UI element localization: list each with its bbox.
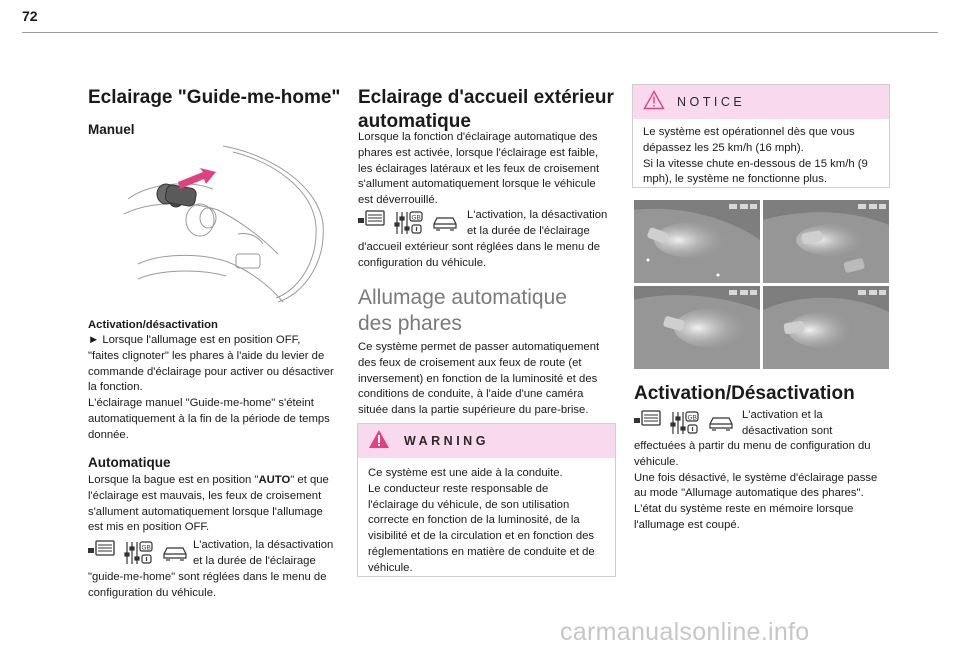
scenario-panel: [763, 286, 889, 369]
text-line: conditions de conduite, à l'aide d'une caméra: [358, 388, 584, 401]
text-line: véhicule.: [368, 561, 413, 574]
text-line: "guide-me-home" sont réglées dans le menu de: [88, 571, 327, 583]
text-line: est mis en position OFF.: [88, 521, 210, 534]
text-line: les éclairages latéraux et les feux de croisement: [358, 162, 600, 175]
text-line: automatiquement à la fin de la période de temps: [88, 412, 330, 425]
warning-body: [358, 458, 615, 585]
touchscreen-icon: [634, 411, 660, 425]
text-line: "faites clignoter" les phares à l'aide du levier de: [88, 349, 325, 362]
text-line: au mode "Allumage automatique des phares".: [634, 487, 864, 500]
auto-headlamps-text: [358, 340, 620, 419]
text-line: est déverrouillé.: [358, 194, 438, 207]
after-icon-text: [88, 570, 358, 602]
watermark: carmanualsonline.info: [560, 618, 810, 646]
text-line: la fonction.: [88, 381, 143, 394]
lighting-stalk-illustration: [118, 144, 342, 304]
warning-triangle-icon: [368, 429, 390, 454]
text-line: L'état du système reste en mémoire lorsque: [634, 503, 854, 516]
welcome-lighting-title: [358, 86, 628, 134]
auto-line-post: " et que: [290, 474, 329, 486]
header-rule: [22, 32, 938, 33]
guide-me-home-title: Eclairage "Guide-me-home": [88, 87, 341, 108]
auto-heading: Automatique: [88, 455, 171, 470]
text-line: commande d'éclairage pour activer ou désactiver: [88, 365, 334, 378]
text-line: d'accueil extérieur sont réglées dans le menu de: [358, 241, 601, 253]
title-line: Allumage automatique: [358, 286, 567, 309]
svg-text:GB: GB: [687, 414, 697, 422]
page-number: 72: [22, 8, 38, 24]
text-line: l'allumage est coupé.: [634, 518, 740, 531]
text-line: L'activation, la désactivation: [193, 539, 334, 551]
text-line: Le conducteur reste responsable de: [368, 482, 549, 495]
svg-text:GB: GB: [141, 544, 151, 552]
activation-text: [88, 333, 358, 444]
car-icon: [164, 548, 186, 560]
auto-keyword: AUTO: [258, 474, 291, 486]
text-line: phares est activée, lorsque l'éclairage est faible,: [358, 146, 599, 159]
text-line: configuration du véhicule.: [358, 256, 487, 269]
warning-box: [357, 423, 616, 577]
icon-text: [193, 538, 353, 570]
text-line: L'éclairage manuel "Guide-me-home" s'éteint: [88, 397, 314, 410]
text-line: Ce système permet de passer automatiquement: [358, 341, 600, 353]
touchscreen-icon: [358, 211, 384, 225]
vehicle-settings-icon: [671, 412, 698, 434]
text-line: Une fois désactivé, le système d'éclairage passe: [634, 471, 878, 484]
notice-title: NOTICE: [677, 95, 746, 109]
text-line: véhicule.: [634, 455, 679, 468]
auto-headlamps-title: [358, 285, 620, 337]
warning-header: [358, 424, 615, 458]
text-line: et la durée de l'éclairage: [467, 224, 590, 237]
text-line: réglementations en matière de conduite et de: [368, 545, 595, 558]
text-line: Le système est opérationnel dès que vous: [643, 126, 855, 138]
text-line: des feux de croisement aux feux de route (et: [358, 356, 582, 369]
auto-text: [88, 473, 358, 536]
text-line: configuration du véhicule.: [88, 586, 217, 599]
notice-header: [633, 85, 889, 119]
welcome-intro: [358, 130, 620, 209]
text-line: Si la vitesse chute en-dessous de 15 km/h (9: [643, 157, 868, 170]
scenario-panel: [763, 200, 889, 283]
text-line: correcte en fonction de la luminosité, de la: [368, 514, 580, 527]
icon-text: [742, 408, 892, 440]
after-icon-text: [358, 240, 620, 272]
car-icon: [710, 418, 732, 430]
activation-heading: Activation/désactivation: [88, 319, 218, 331]
scenario-panel: [634, 200, 760, 283]
vehicle-settings-icon: [395, 212, 422, 234]
notice-triangle-icon: [643, 90, 665, 115]
text-line: et la durée de l'éclairage: [193, 554, 316, 567]
text-line: Ce système est une aide à la conduite.: [368, 467, 563, 479]
text-line: s'allument automatiquement lorsque le véhicule: [358, 178, 596, 191]
text-line: mph), le système ne fonctionne plus.: [643, 173, 827, 186]
text-line: donnée.: [88, 428, 129, 441]
text-line: inversement) en fonction de la luminosité et des: [358, 372, 598, 385]
svg-text:GB: GB: [411, 214, 421, 222]
text-line: dépassez les 25 km/h (16 mph).: [643, 141, 804, 154]
title-line: automatique: [358, 111, 471, 132]
headlamp-scenarios-illustration: [634, 200, 889, 369]
icon-text: [467, 208, 627, 240]
auto-line-first: [88, 473, 358, 489]
text-line: Lorsque la fonction d'éclairage automatique des: [358, 131, 598, 143]
warning-title: WARNING: [404, 434, 489, 448]
title-line: des phares: [358, 312, 462, 335]
after-icon-text: [634, 439, 896, 534]
scenario-panel: [634, 286, 760, 369]
text-line: désactivation sont: [742, 424, 833, 437]
title-line: Eclairage d'accueil extérieur: [358, 87, 614, 108]
car-icon: [434, 218, 456, 230]
notice-box: [632, 84, 890, 188]
text-line: ► Lorsque l'allumage est en position OFF,: [88, 334, 301, 346]
vehicle-settings-icon: [125, 542, 152, 564]
manual-heading: Manuel: [88, 122, 135, 137]
activation-desactivation-title: Activation/Désactivation: [634, 383, 855, 404]
text-line: l'éclairage est mauvais, les feux de croisement: [88, 489, 322, 502]
text-line: effectuées à partir du menu de configuration du: [634, 440, 871, 452]
text-line: l'éclairage du véhicule, de son utilisation: [368, 498, 570, 511]
auto-line-pre: Lorsque la bague est en position ": [88, 474, 259, 486]
notice-body: [633, 119, 889, 196]
text-line: s'allument automatiquement lorsque l'allumage: [88, 505, 323, 518]
text-line: visibilité et de la circulation et en fonction des: [368, 530, 595, 543]
text-line: L'activation, la désactivation: [467, 209, 608, 221]
text-line: L'activation et la: [742, 409, 823, 421]
text-line: située dans la partie supérieure du pare-brise.: [358, 404, 589, 417]
touchscreen-icon: [88, 541, 114, 555]
